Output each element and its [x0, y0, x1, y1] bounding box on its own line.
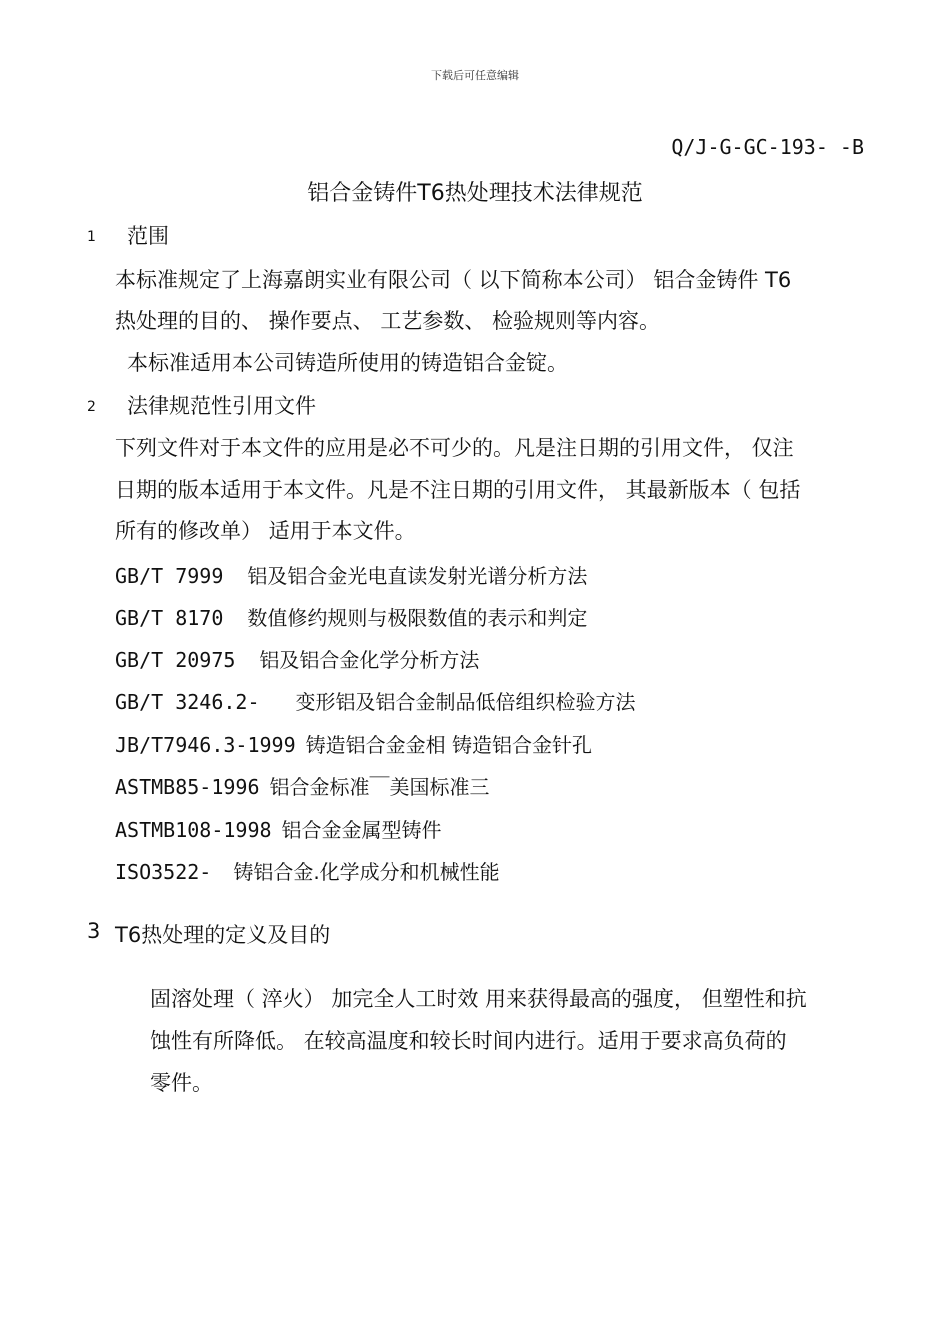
- section-3-number: 3: [87, 919, 101, 943]
- reference-item: [115, 729, 592, 758]
- section-3-title: T6热处理的定义及目的: [115, 923, 331, 947]
- reference-name: 变形铝及铝合金制品低倍组织检验方法: [295, 690, 636, 714]
- reference-item: [115, 560, 587, 589]
- reference-name: 铝及铝合金光电直读发射光谱分析方法: [247, 564, 588, 588]
- section-2-paragraph-line-2: 日期的版本适用于本文件。凡是不注日期的引用文件， 其最新版本（ 包括: [115, 478, 801, 502]
- section-1-title: 范围: [127, 224, 169, 248]
- section-1-paragraph-line-2: 热处理的目的、 操作要点、 工艺参数、 检验规则等内容。: [115, 309, 661, 333]
- reference-name: 铝合金标准￣美国标准三: [269, 775, 490, 799]
- reference-code: GB/T 3246.2-: [115, 690, 260, 714]
- section-3-paragraph-line-3: 零件。: [150, 1071, 213, 1095]
- reference-name: 铸铝合金.化学成分和机械性能: [233, 860, 500, 884]
- reference-code: GB/T 7999: [115, 564, 224, 588]
- reference-name: 铝及铝合金化学分析方法: [259, 648, 480, 672]
- download-watermark: 下载后可任意编辑: [431, 69, 519, 82]
- reference-item: [115, 644, 479, 673]
- section-2-paragraph-line-3: 所有的修改单） 适用于本文件。: [115, 519, 416, 543]
- reference-code: ISO3522-: [115, 860, 212, 884]
- reference-item: [115, 814, 442, 843]
- reference-code: ASTMB85-1996: [115, 775, 260, 799]
- reference-name: 铝合金金属型铸件: [281, 818, 442, 842]
- reference-name: 铸造铝合金金相 铸造铝合金针孔: [305, 733, 592, 757]
- document-number: Q/J-G-GC-193- -B: [671, 135, 864, 159]
- reference-code: JB/T7946.3-1999: [115, 733, 296, 757]
- reference-name: 数值修约规则与极限数值的表示和判定: [247, 606, 588, 630]
- document-title: 铝合金铸件T6热处理技术法律规范: [307, 181, 643, 206]
- reference-code: ASTMB108-1998: [115, 818, 272, 842]
- reference-item: [115, 771, 490, 800]
- section-1-scope-paragraph: 本标准适用本公司铸造所使用的铸造铝合金锭。: [127, 351, 568, 375]
- section-3-paragraph-line-1: 固溶处理（ 淬火） 加完全人工时效 用来获得最高的强度， 但塑性和抗: [150, 987, 807, 1011]
- section-3-paragraph-line-2: 蚀性有所降低。 在较高温度和较长时间内进行。适用于要求高负荷的: [150, 1029, 787, 1053]
- reference-code: GB/T 8170: [115, 606, 224, 630]
- section-2-paragraph-line-1: 下列文件对于本文件的应用是必不可少的。凡是注日期的引用文件， 仅注: [115, 436, 794, 460]
- section-1-paragraph-line-1: 本标准规定了上海嘉朗实业有限公司（ 以下简称本公司） 铝合金铸件 T6: [115, 268, 792, 292]
- section-2-number: 2: [87, 399, 96, 415]
- section-1-number: 1: [87, 229, 96, 245]
- reference-item: [115, 856, 500, 885]
- reference-code: GB/T 20975: [115, 648, 236, 672]
- section-2-title: 法律规范性引用文件: [127, 394, 316, 418]
- reference-item: [115, 602, 587, 631]
- reference-item: [115, 686, 636, 715]
